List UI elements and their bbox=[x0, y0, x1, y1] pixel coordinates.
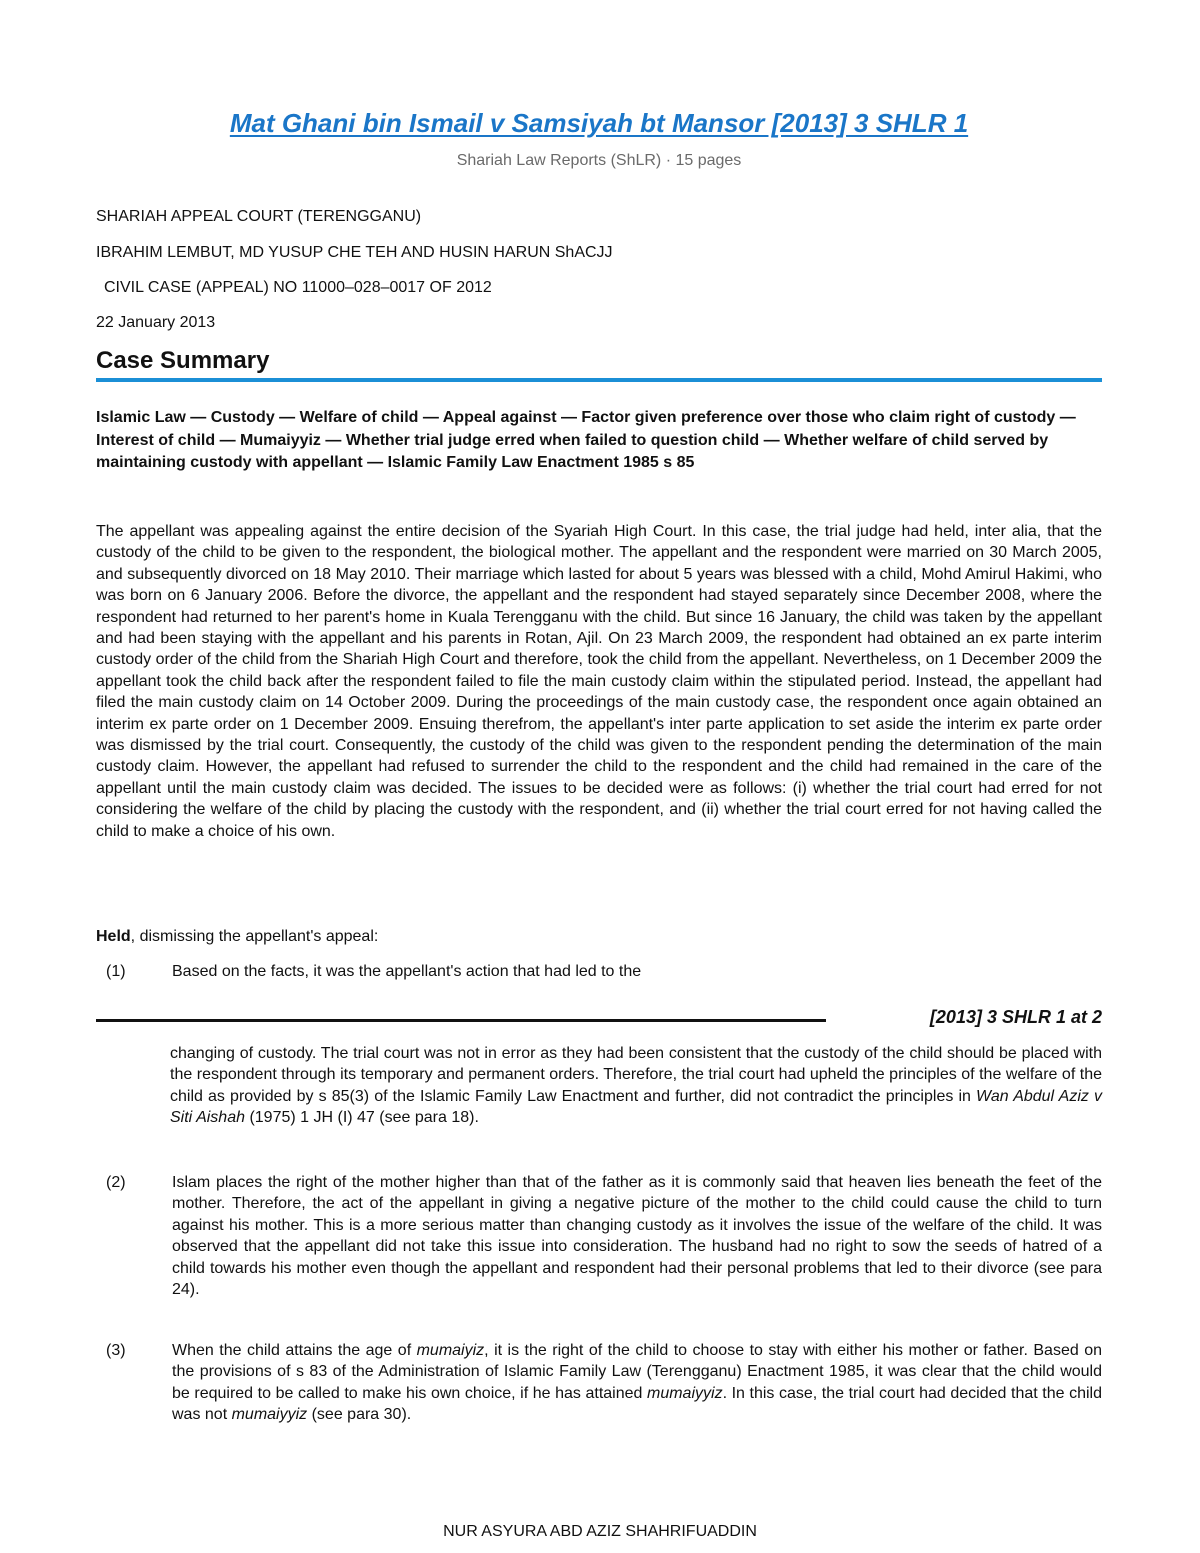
report-subtitle: Shariah Law Reports (ShLR) · 15 pages bbox=[456, 152, 742, 169]
catchwords: Islamic Law — Custody — Welfare of child — Appeal against — Factor given preference over those who claim right of custody — Interest of child — Mumaiyyiz — Whether trial judge erred when failed to question child — Whether welfare of child served by maintaining custody with appellant — Islamic Family Law Enactment 1985 s 85 bbox=[96, 409, 1076, 471]
italic-term: mumaiyyiz bbox=[231, 1406, 308, 1424]
item-number: (3) bbox=[106, 1342, 126, 1359]
page-break bbox=[96, 1007, 1102, 1033]
held-label: Held bbox=[96, 928, 131, 945]
case-summary-paragraph: The appellant was appealing against the entire decision of the Syariah High Court. In this case, the trial judge had held, inter alia, that the custody of the child to be given to the respondent, the biological mother. The appellant and the respondent were married on 30 March 2005, and subsequently divorced on 18 May 2010. Their marriage which lasted for about 5 years was blessed with a child, Mohd Amirul Hakimi, who was born on 6 January 2006. Before the divorce, the appellant and the respondent had stayed separately since December 2008, where the respondent had returned to her parent's home in Kuala Terengganu with the child. But since 16 January, the child was taken by the appellant and had been staying with the appellant and his parents in Rotan, Ajil. On 23 March 2009, the respondent had obtained an ex parte interim custody order of the child from the Shariah High Court and therefore, took the child from the appellant. Nevertheless, on 1 December 2009 the appellant took the child back after the respondent failed to file the main custody claim within the stipulated period. Instead, the appellant had filed the main custody claim on 14 October 2009. During the proceedings of the main custody case, the respondent once again obtained an interim ex parte order on 1 December 2009. Ensuing therefrom, the appellant's inter parte application to set aside the interim ex parte order was dismissed by the trial court. Consequently, the custody of the child was given to the respondent pending the determination of the main custody claim. However, the appellant had refused to surrender the child to the respondent and the child had remained in the care of the appellant until the main custody claim was decided. The issues to be decided were as follows: (i) whether the trial court had erred for not considering the welfare of the child by placing the custody with the respondent, and (ii) whether the trial court erred for not having called the child to make a choice of his own. bbox=[96, 523, 1102, 840]
judges: IBRAHIM LEMBUT, MD YUSUP CHE TEH AND HUSIN HARUN ShACJJ bbox=[96, 244, 613, 261]
item-text: Islam places the right of the mother higher than that of the father as it is commonly said that heaven lies beneath the feet of the mother. Therefore, the act of the appellant in giving a negative picture of the mother to the child could cause the child to turn against his mother. This is a more serious matter than changing custody as it involves the issue of the welfare of the child. It was observed that the appellant did not take this issue into consideration. The husband had no right to sow the seeds of hatred of a child towards his mother even though the appellant and respondent had their personal problems that led to their divorce (see para 24). bbox=[172, 1174, 1102, 1299]
case-number: CIVIL CASE (APPEAL) NO 11000–028–0017 OF 2012 bbox=[104, 279, 492, 296]
footer-author: NUR ASYURA ABD AZIZ SHAHRIFUADDIN bbox=[443, 1523, 757, 1540]
italic-term: mumaiyyiz bbox=[647, 1384, 723, 1402]
item-text: Based on the facts, it was the appellant's action that had led to the bbox=[172, 963, 642, 980]
heading-divider bbox=[96, 378, 1102, 382]
item-text-part: When the child attains the age of bbox=[172, 1342, 417, 1359]
cited-case: Wan Abdul Aziz v Siti Aishah bbox=[170, 1087, 1103, 1127]
item-text-part: (1975) 1 JH (I) 47 (see para 18). bbox=[245, 1109, 479, 1127]
decision-date: 22 January 2013 bbox=[96, 314, 216, 331]
item-text-continued bbox=[170, 1043, 1102, 1129]
item-text-part: (see para 30). bbox=[307, 1406, 412, 1424]
case-title-link[interactable]: Mat Ghani bin Ismail v Samsiyah bt Mansor [2013] 3 SHLR 1 bbox=[229, 108, 969, 138]
item-text-part: changing of custody. The trial court was not in error as they had been consistent that the custody of the child should be placed with the respondent through its temporary and permanent orders. Therefore, the trial court had upheld the principles of the welfare of the child as provided by s 85(3) of the Islamic Family Law Enactment and further, did not contradict the principles in bbox=[170, 1045, 1102, 1105]
page-break-line bbox=[96, 1019, 826, 1022]
page-citation-label: [2013] 3 SHLR 1 at 2 bbox=[929, 1007, 1102, 1027]
item-number: (1) bbox=[106, 963, 126, 980]
item-number: (2) bbox=[106, 1174, 126, 1191]
italic-term: mumaiyiz bbox=[416, 1342, 485, 1359]
held-text: , dismissing the appellant's appeal: bbox=[130, 928, 379, 945]
item-text bbox=[172, 1340, 1102, 1426]
court-name: SHARIAH APPEAL COURT (TERENGGANU) bbox=[96, 208, 422, 225]
item-text-part: , it is the right of the child to choose to stay with either his mother or father. Based on the provisions of s 83 of the Administration of Islamic Family Law (Terengganu) Enactment 1985, it was clear that the child would be required to be called to make his own choice, if he has attained bbox=[172, 1342, 1102, 1402]
section-heading: Case Summary bbox=[96, 347, 270, 374]
item-text-part: . In this case, the trial court had decided that the child was not bbox=[172, 1384, 1102, 1424]
held-line bbox=[96, 928, 378, 946]
